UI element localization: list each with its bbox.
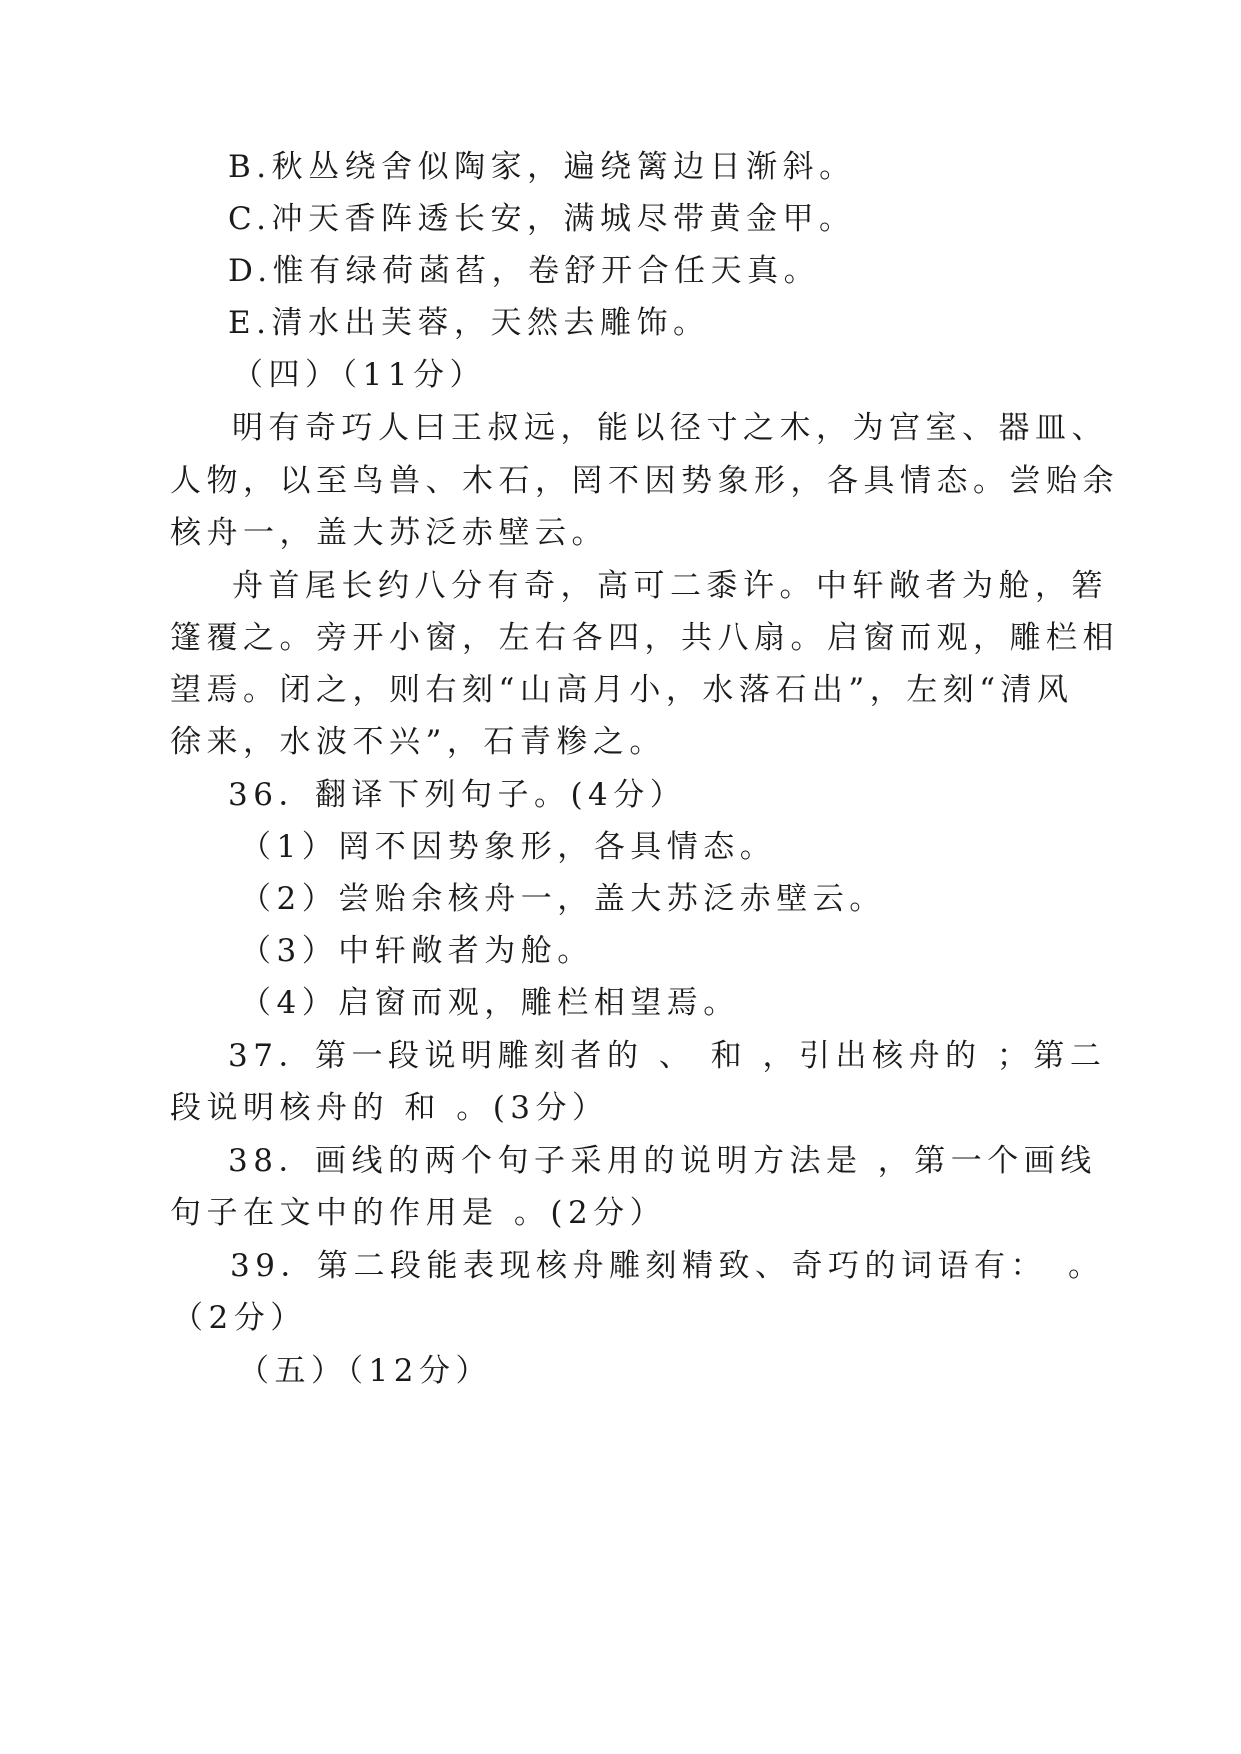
option-d: D.惟有绿荷菡萏，卷舒开合任天真。 (228, 253, 821, 289)
question-38-cont: 句子在文中的作用是 。(2分） (170, 1195, 667, 1231)
option-e: E.清水出芙蓉，天然去雕饰。 (228, 305, 710, 341)
passage-line: 徐来，水波不兴”，石青糁之。 (170, 724, 666, 760)
question-39: 39．第二段能表现核舟雕刻精致、奇巧的词语有： 。 (230, 1248, 1105, 1284)
question-37-cont: 段说明核舟的 和 。(3分） (170, 1090, 609, 1126)
passage-line: 舟首尾长约八分有奇，高可二黍许。中轩敞者为舱，箬 (232, 568, 1108, 604)
question-36-item-3: （3）中轩敞者为舱。 (240, 933, 594, 969)
section-heading-5: （五）（12分） (238, 1353, 492, 1389)
question-36-item-2: （2）尝贻余核舟一，盖大苏泛赤壁云。 (240, 881, 886, 917)
passage-line: 篷覆之。旁开小窗，左右各四，共八扇。启窗而观，雕栏相 (170, 620, 1119, 656)
question-38: 38．画线的两个句子采用的说明方法是 ，第一个画线 (228, 1143, 1097, 1179)
passage-line: 望焉。闭之，则右刻“山高月小，水落石出”，左刻“清风 (170, 672, 1074, 708)
section-heading-4: （四）（11分） (232, 357, 486, 393)
passage-line: 明有奇巧人曰王叔远，能以径寸之木，为宫室、器皿、 (232, 410, 1108, 446)
question-39-cont: （2分） (172, 1300, 307, 1336)
passage-line: 核舟一，盖大苏泛赤壁云。 (170, 515, 608, 551)
question-37: 37．第一段说明雕刻者的 、 和 ，引出核舟的 ；第二 (228, 1038, 1107, 1074)
question-36-item-1: （1）罔不因势象形，各具情态。 (240, 829, 777, 865)
question-36: 36．翻译下列句子。(4分） (228, 777, 687, 813)
option-c: C.冲天香阵透长安，满城尽带黄金甲。 (228, 201, 856, 237)
question-36-item-4: （4）启窗而观，雕栏相望焉。 (240, 985, 740, 1021)
passage-line: 人物，以至鸟兽、木石，罔不因势象形，各具情态。尝贻余 (170, 463, 1119, 499)
option-b: B.秋丛绕舍似陶家，遍绕篱边日渐斜。 (228, 149, 856, 185)
